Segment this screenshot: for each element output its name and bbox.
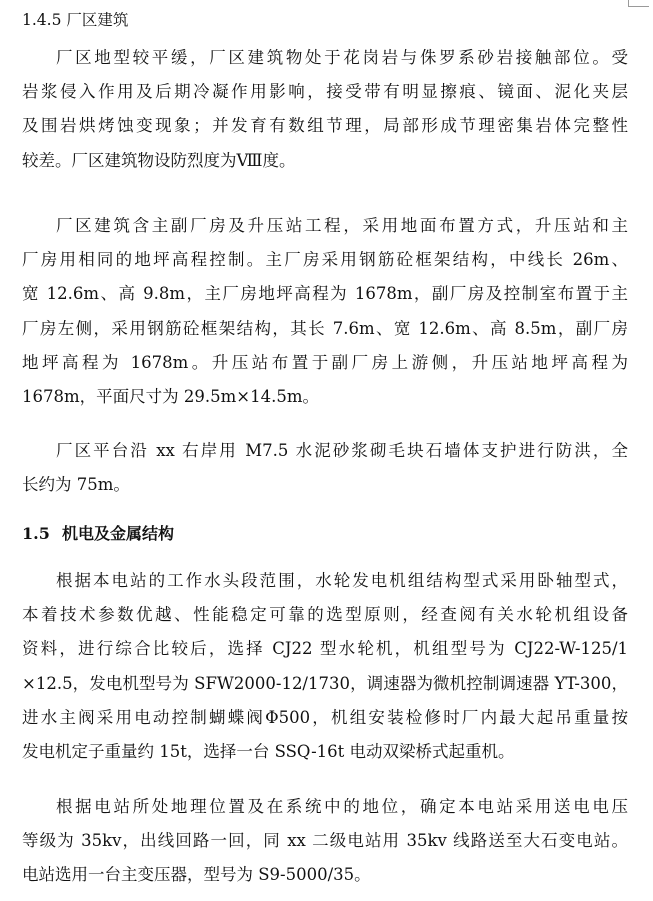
- paragraph-line: 厂区建筑含主副厂房及升压站工程，采用地面布置方式，升压站和主: [56, 216, 628, 235]
- paragraph-line: 厂房用相同的地坪高程控制。主厂房采用钢筋砼框架结构，中线长 26m、: [22, 250, 628, 270]
- paragraph-line: 宽 12.6m、高 9.8m，主厂房地坪高程为 1678m，副厂房及控制室布置于主: [22, 284, 628, 304]
- paragraph-turbine-selection: [22, 564, 628, 769]
- paragraph-line: 厂区地型较平缓，厂区建筑物处于花岗岩与侏罗系砂岩接触部位。受: [56, 48, 628, 67]
- paragraph-line: ×12.5，发电机型号为 SFW2000-12/1730，调速器为微机控制调速器 YT-300，: [22, 673, 628, 693]
- section-heading-1-4-5: 1.4.5 厂区建筑: [22, 11, 129, 29]
- paragraph-line: 长约为 75m。: [22, 475, 130, 495]
- section-heading-1-5: [22, 522, 174, 546]
- paragraph-line: 较差。厂区建筑物设防烈度为Ⅷ度。: [22, 150, 296, 170]
- paragraph-geology: [22, 41, 628, 178]
- paragraph-line: 发电机定子重量约 15t，选择一台 SSQ-16t 电动双梁桥式起重机。: [22, 741, 515, 761]
- paragraph-line: 厂房左侧，采用钢筋砼框架结构，其长 7.6m、宽 12.6m、高 8.5m，副厂房: [22, 318, 628, 338]
- page-corner-mark: [628, 0, 649, 7]
- paragraph-line: 厂区平台沿 xx 右岸用 M7.5 水泥砂浆砌毛块石墙体支护进行防洪，全: [56, 441, 628, 460]
- section-title: 机电及金属结构: [62, 524, 175, 543]
- paragraph-line: 根据电站所处地理位置及在系统中的地位，确定本电站采用送电电压: [56, 797, 628, 816]
- paragraph-line: 地坪高程为 1678m。升压站布置于副厂房上游侧，升压站地坪高程为: [22, 352, 628, 372]
- paragraph-buildings: [22, 209, 628, 414]
- paragraph-line: 岩浆侵入作用及后期冷凝作用影响，接受带有明显擦痕、镜面、泥化夹层: [22, 82, 628, 102]
- paragraph-line: 根据本电站的工作水头段范围，水轮发电机组结构型式采用卧轴型式，: [56, 571, 628, 590]
- section-number: 1.5: [22, 524, 50, 543]
- paragraph-line: 及围岩烘烤蚀变现象；并发育有数组节理，局部形成节理密集岩体完整性: [22, 116, 628, 136]
- paragraph-transmission: [22, 790, 628, 893]
- paragraph-line: 资料，进行综合比较后，选择 CJ22 型水轮机，机组型号为 CJ22-W-125/1: [22, 639, 628, 659]
- paragraph-line: 电站选用一台主变压器，型号为 S9-5000/35。: [22, 865, 371, 885]
- paragraph-flood-protection: [22, 434, 628, 502]
- paragraph-line: 本着技术参数优越、性能稳定可靠的选型原则，经查阅有关水轮机组设备: [22, 605, 628, 625]
- paragraph-line: 1678m，平面尺寸为 29.5m×14.5m。: [22, 386, 319, 406]
- paragraph-line: 进水主阀采用电动控制蝴蝶阀Φ500，机组安装检修时厂内最大起吊重量按: [22, 707, 628, 727]
- paragraph-line: 等级为 35kv，出线回路一回，同 xx 二级电站用 35kv 线路送至大石变电站。: [22, 831, 628, 851]
